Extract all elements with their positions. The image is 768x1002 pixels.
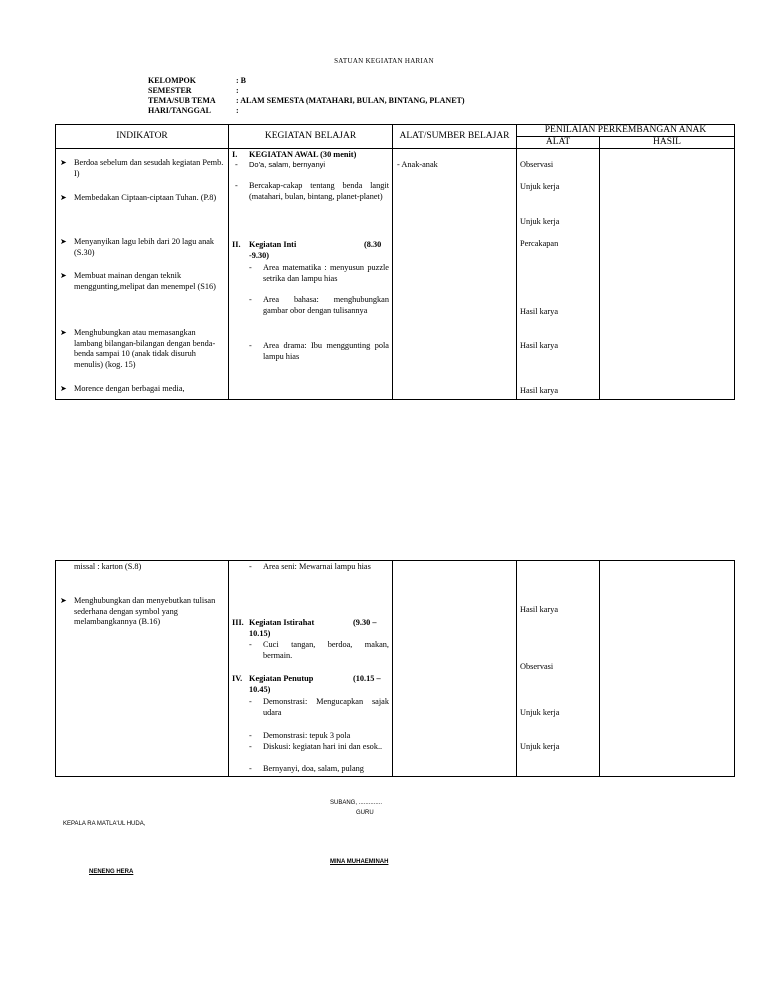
hasil-cell-page2	[600, 561, 735, 777]
indikator-cell-page1	[56, 149, 229, 400]
arrowhead-bullet-icon: ➤	[60, 158, 67, 167]
indikator-item: Membuat mainan dengan teknik menggunting,melipat dan menempel (S16)	[74, 271, 216, 291]
alat-cell-page2	[517, 561, 600, 777]
indikator-item: Membedakan Ciptaan-ciptaan Tuhan. (P.8)	[74, 193, 217, 202]
dash: -	[249, 562, 252, 571]
dash: -	[249, 295, 252, 304]
indikator-item: Morence dengan berbagai media,	[74, 384, 185, 393]
section-time: (10.15 – 10.45)	[249, 674, 381, 694]
arrowhead-bullet-icon: ➤	[60, 193, 67, 202]
document-title: SATUAN KEGIATAN HARIAN	[334, 57, 434, 65]
alat-item: Unjuk kerja	[520, 217, 560, 226]
arrowhead-bullet-icon: ➤	[60, 328, 67, 337]
section-number: I.	[232, 150, 238, 159]
activity-item: Do'a, salam, bernyanyi	[249, 160, 326, 169]
activity-item: Area bahasa: menghubungkan gambar obor dengan tulisannya	[263, 295, 389, 315]
indikator-item: Menghubungkan dan menyebutkan tulisan sederhana dengan symbol yang melambangkannya (B.16)	[74, 596, 216, 626]
kegiatan-cell-page2	[229, 561, 393, 777]
signature-place-date: SUBANG, ..............	[330, 800, 383, 806]
alat-item: Unjuk kerja	[520, 182, 560, 191]
meta-row-tema: TEMA/SUB TEMA : ALAM SEMESTA (MATAHARI, BULAN, BINTANG, PLANET)	[148, 96, 465, 105]
meta-block	[148, 76, 465, 116]
arrowhead-bullet-icon: ➤	[60, 384, 67, 393]
indikator-item: Berdoa sebelum dan sesudah kegiatan Pemb. I)	[74, 158, 224, 178]
signature-guru-label: GURU	[356, 810, 374, 816]
activity-table-page1	[55, 124, 735, 400]
dash: -	[235, 181, 238, 190]
activity-item: Demonstrasi: Mengucapkan sajak udara	[263, 697, 389, 717]
activity-item: Area matematika : menyusun puzzle setrika dan lampu hias	[263, 263, 389, 283]
activity-item: Bernyanyi, doa, salam, pulang	[263, 764, 364, 773]
signature-kepala-label: KEPALA RA MATLA'UL HUDA,	[63, 821, 146, 827]
hasil-cell-page1	[600, 149, 735, 400]
dash: -	[249, 731, 252, 740]
dash: -	[249, 742, 252, 751]
alat-item: Observasi	[520, 662, 554, 671]
arrowhead-bullet-icon: ➤	[60, 271, 67, 280]
dash: -	[249, 640, 252, 649]
section-number: II.	[232, 240, 241, 249]
section-number: III.	[232, 618, 244, 627]
header-penilaian: PENILAIAN PERKEMBANGAN ANAK	[517, 125, 735, 137]
activity-item: Bercakap-cakap tentang benda langit (matahari, bulan, bintang, planet-planet)	[249, 181, 389, 201]
section-time: (9.30 – 10.15)	[249, 618, 377, 638]
section-title: Kegiatan Inti	[249, 240, 297, 249]
alat-item: Observasi	[520, 160, 554, 169]
signature-guru-name: MINA MUHAEMINAH	[330, 859, 389, 865]
alat-sumber-item: - Anak-anak	[397, 160, 438, 169]
meta-row-semester: SEMESTER :	[148, 86, 239, 95]
activity-table-page2	[55, 560, 735, 777]
activity-item: Demonstrasi: tepuk 3 pola	[263, 731, 351, 740]
arrowhead-bullet-icon: ➤	[60, 596, 67, 605]
dash: -	[249, 341, 252, 350]
dash: -	[249, 697, 252, 706]
signature-kepala-name: NENENG HERA	[89, 869, 134, 875]
section-title: Kegiatan Penutup	[249, 674, 314, 683]
alat-item: Unjuk kerja	[520, 742, 560, 751]
indikator-item: Menyanyikan lagu lebih dari 20 lagu anak (S.30)	[74, 237, 215, 257]
alat-cell-page1	[517, 149, 600, 400]
alat-item: Percakapan	[520, 239, 559, 248]
indikator-item: Menghubungkan atau memasangkan lambang bilangan-bilangan dengan benda-benda sampai 10 (anak tidak disuruh menulis) (kog. 15)	[74, 328, 216, 369]
header-alat-sumber: ALAT/SUMBER BELAJAR	[393, 125, 517, 149]
header-hasil: HASIL	[600, 137, 735, 149]
section-title: KEGIATAN AWAL (30 menit)	[249, 150, 357, 159]
arrowhead-bullet-icon: ➤	[60, 237, 67, 246]
activity-item: Diskusi: kegiatan hari ini dan esok..	[263, 742, 383, 751]
section-time: (8.30 -9.30)	[249, 240, 382, 260]
header-kegiatan: KEGIATAN BELAJAR	[229, 125, 393, 149]
alat-item: Hasil karya	[520, 341, 559, 350]
dash: -	[235, 160, 238, 169]
dash: -	[249, 263, 252, 272]
alat-item: Hasil karya	[520, 605, 559, 614]
activity-item: Area drama: Ibu menggunting pola lampu hias	[263, 341, 389, 361]
activity-item: Area seni: Mewarnai lampu hias	[263, 562, 371, 571]
indikator-cell-page2	[56, 561, 229, 777]
alat-item: Hasil karya	[520, 386, 559, 395]
alat-sumber-cell-page2	[393, 561, 517, 777]
alat-sumber-cell-page1	[393, 149, 517, 400]
alat-item: Hasil karya	[520, 307, 559, 316]
indikator-item: missal : karton (S.8)	[74, 562, 142, 571]
section-title: Kegiatan Istirahat	[249, 618, 315, 627]
header-indikator: INDIKATOR	[56, 125, 229, 149]
activity-item: Cuci tangan, berdoa, makan, bermain.	[263, 640, 389, 660]
alat-item: Unjuk kerja	[520, 708, 560, 717]
section-number: IV.	[232, 674, 243, 683]
meta-row-kelompok: KELOMPOK : B	[148, 76, 246, 85]
dash: -	[249, 764, 252, 773]
kegiatan-cell-page1	[229, 149, 393, 400]
header-alat: ALAT	[517, 137, 600, 149]
meta-row-hari: HARI/TANGGAL :	[148, 106, 239, 115]
